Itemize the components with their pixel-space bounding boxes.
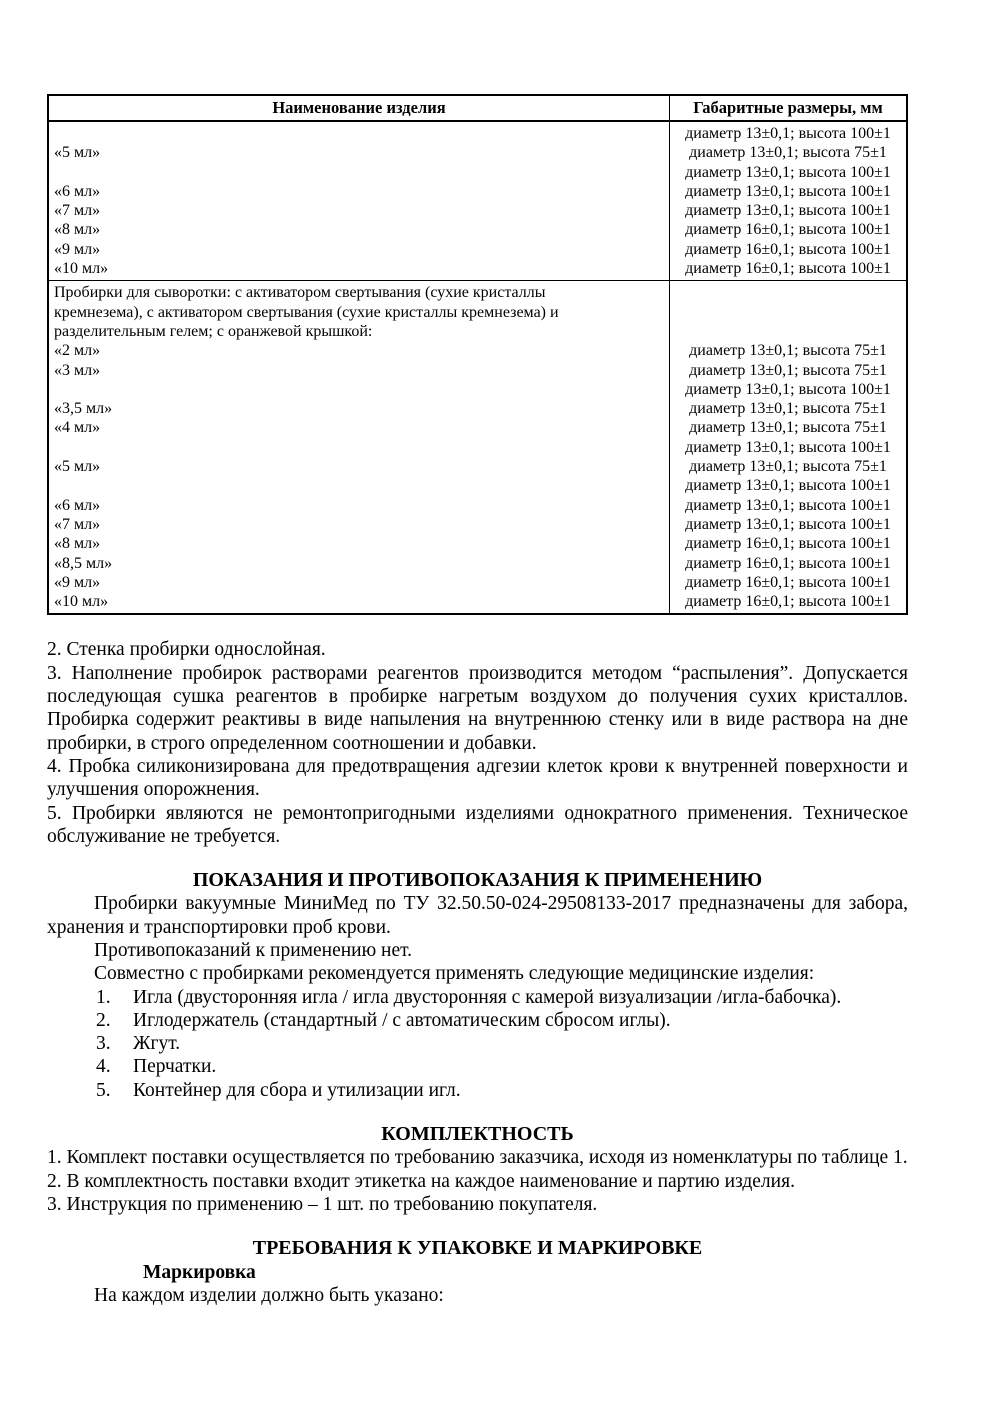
completeness-paragraph-2: 2. В комплектность поставки входит этикетка на каждое наименование и партию изделия. bbox=[47, 1170, 795, 1192]
table-line: диаметр 16±0,1; высота 100±1 bbox=[685, 573, 891, 591]
description-paragraph-2: 2. Стенка пробирки однослойная. bbox=[47, 639, 326, 661]
marking-subheading: Маркировка bbox=[143, 1261, 256, 1283]
table-line: диаметр 16±0,1; высота 100±1 bbox=[685, 593, 891, 611]
completeness-paragraph-3: 3. Инструкция по применению – 1 шт. по требованию покупателя. bbox=[47, 1193, 598, 1215]
table-line: диаметр 13±0,1; высота 100±1 bbox=[685, 202, 891, 220]
table-line: диаметр 13±0,1; высота 75±1 bbox=[689, 400, 887, 418]
table-line: кремнезема), с активатором свертывания (сухие кристаллы кремнезема) и bbox=[54, 303, 559, 321]
table-header-product-name: Наименование изделия bbox=[272, 98, 446, 117]
marking-paragraph-1: На каждом изделии должно быть указано: bbox=[94, 1284, 444, 1306]
table-row-group-continued bbox=[49, 122, 906, 280]
table-line bbox=[54, 438, 664, 457]
table-line: «10 мл» bbox=[54, 593, 109, 611]
table-line: «5 мл» bbox=[54, 144, 101, 162]
table-line: «6 мл» bbox=[54, 182, 101, 200]
indications-paragraph-2: Противопоказаний к применению нет. bbox=[94, 939, 413, 961]
list-item bbox=[47, 1009, 908, 1032]
completeness-paragraph-1: 1. Комплект поставки осуществляется по требованию заказчика, исходя из номенклатуры по таблице 1. bbox=[47, 1147, 908, 1169]
table-line bbox=[54, 163, 664, 182]
table-line: диаметр 13±0,1; высота 75±1 bbox=[689, 342, 887, 360]
description-paragraph-5: 5. Пробирки являются не ремонтопригодными изделиями однократного применения. Техническое обслуживание не требуется. bbox=[47, 802, 908, 847]
table-line: диаметр 13±0,1; высота 100±1 bbox=[685, 515, 891, 533]
document-content bbox=[47, 94, 908, 1307]
table-line: «2 мл» bbox=[54, 342, 101, 360]
table-header-row bbox=[49, 96, 906, 122]
table-line: «3,5 мл» bbox=[54, 400, 113, 418]
table-line: диаметр 13±0,1; высота 75±1 bbox=[689, 144, 887, 162]
table-line: диаметр 13±0,1; высота 100±1 bbox=[685, 496, 891, 514]
table-line: диаметр 13±0,1; высота 100±1 bbox=[685, 182, 891, 200]
table-line: «9 мл» bbox=[54, 240, 101, 258]
table-line: диаметр 13±0,1; высота 100±1 bbox=[685, 380, 891, 398]
list-item-text: Контейнер для сбора и утилизации игл. bbox=[133, 1079, 461, 1101]
table-line: «4 мл» bbox=[54, 419, 101, 437]
table-line: «8 мл» bbox=[54, 221, 101, 239]
table-line: «6 мл» bbox=[54, 496, 101, 514]
completeness-section-title: КОМПЛЕКТНОСТЬ bbox=[381, 1123, 574, 1146]
table-line: Пробирки для сыворотки: с активатором свертывания (сухие кристаллы bbox=[54, 284, 546, 302]
table-line: диаметр 13±0,1; высота 75±1 bbox=[689, 361, 887, 379]
list-item-number: 2. bbox=[96, 1009, 111, 1031]
recommended-devices-list bbox=[47, 986, 908, 1102]
dimensions-column bbox=[669, 281, 906, 613]
table-line: «10 мл» bbox=[54, 260, 109, 278]
dimensions-column bbox=[669, 122, 906, 280]
product-dimensions-table bbox=[47, 94, 908, 615]
table-line: разделительным гелем; с оранжевой крышкой: bbox=[54, 322, 373, 340]
table-line: «7 мл» bbox=[54, 515, 101, 533]
description-section bbox=[47, 638, 908, 1307]
table-line: диаметр 16±0,1; высота 100±1 bbox=[685, 260, 891, 278]
table-line: «8,5 мл» bbox=[54, 554, 113, 572]
description-paragraph-4: 4. Пробка силиконизирована для предотвращения адгезии клеток крови к внутренней поверхности и улучшения опорожнения. bbox=[47, 755, 908, 801]
table-line bbox=[54, 124, 664, 143]
list-item-number: 5. bbox=[96, 1079, 111, 1101]
table-line bbox=[672, 283, 904, 302]
description-paragraph-3: 3. Наполнение пробирок растворами реагентов производится методом “распыления”. Допускается последующая сушка реагентов в пробирке нагретым воздухом до получения сухих кристаллов. Пробирка содержит реактивы в виде напыления на внутреннюю стенку или в виде раствора на дне пробирки, в строго определенном соотношении и добавки. bbox=[47, 662, 908, 754]
list-item bbox=[47, 1032, 908, 1055]
list-item-text: Жгут. bbox=[133, 1033, 181, 1055]
table-line: диаметр 13±0,1; высота 75±1 bbox=[689, 458, 887, 476]
packaging-section-title: ТРЕБОВАНИЯ К УПАКОВКЕ И МАРКИРОВКЕ bbox=[252, 1237, 703, 1260]
list-item bbox=[47, 1055, 908, 1078]
indications-section-title: ПОКАЗАНИЯ И ПРОТИВОПОКАЗАНИЯ К ПРИМЕНЕНИЮ bbox=[192, 869, 763, 892]
table-row-group-serum-tubes bbox=[49, 280, 906, 613]
list-item-number: 1. bbox=[96, 986, 111, 1008]
product-names-column bbox=[49, 281, 669, 613]
table-line: диаметр 13±0,1; высота 100±1 bbox=[685, 163, 891, 181]
table-line: «7 мл» bbox=[54, 202, 101, 220]
table-line bbox=[54, 380, 664, 399]
table-line: диаметр 13±0,1; высота 100±1 bbox=[685, 477, 891, 495]
list-item-number: 3. bbox=[96, 1033, 111, 1055]
table-line: «8 мл» bbox=[54, 535, 101, 553]
table-line: «5 мл» bbox=[54, 458, 101, 476]
list-item-text: Игла (двусторонняя игла / игла двусторонняя с камерой визуализации /игла-бабочка). bbox=[133, 986, 842, 1008]
table-line: диаметр 16±0,1; высота 100±1 bbox=[685, 535, 891, 553]
list-item bbox=[47, 986, 908, 1009]
list-item-number: 4. bbox=[96, 1056, 111, 1078]
table-line bbox=[672, 322, 904, 341]
table-header-dimensions: Габаритные размеры, мм bbox=[669, 96, 906, 120]
product-names-column bbox=[49, 122, 669, 280]
indications-paragraph-1: Пробирки вакуумные МиниМед по ТУ 32.50.50-024-29508133-2017 предназначены для забора, хранения и транспортировки проб крови. bbox=[47, 893, 908, 938]
indications-paragraph-3: Совместно с пробирками рекомендуется применять следующие медицинские изделия: bbox=[94, 963, 815, 985]
table-line bbox=[54, 476, 664, 495]
list-item bbox=[47, 1079, 908, 1102]
table-line: диаметр 16±0,1; высота 100±1 bbox=[685, 221, 891, 239]
list-item-text: Иглодержатель (стандартный / с автоматическим сбросом иглы). bbox=[133, 1009, 671, 1031]
table-line: диаметр 16±0,1; высота 100±1 bbox=[685, 240, 891, 258]
table-line: «9 мл» bbox=[54, 573, 101, 591]
list-item-text: Перчатки. bbox=[133, 1056, 217, 1078]
table-line: «3 мл» bbox=[54, 361, 101, 379]
table-line: диаметр 13±0,1; высота 100±1 bbox=[685, 438, 891, 456]
table-line: диаметр 13±0,1; высота 100±1 bbox=[685, 125, 891, 142]
table-line: диаметр 13±0,1; высота 75±1 bbox=[689, 419, 887, 437]
table-line: диаметр 16±0,1; высота 100±1 bbox=[685, 554, 891, 572]
table-line bbox=[672, 303, 904, 322]
